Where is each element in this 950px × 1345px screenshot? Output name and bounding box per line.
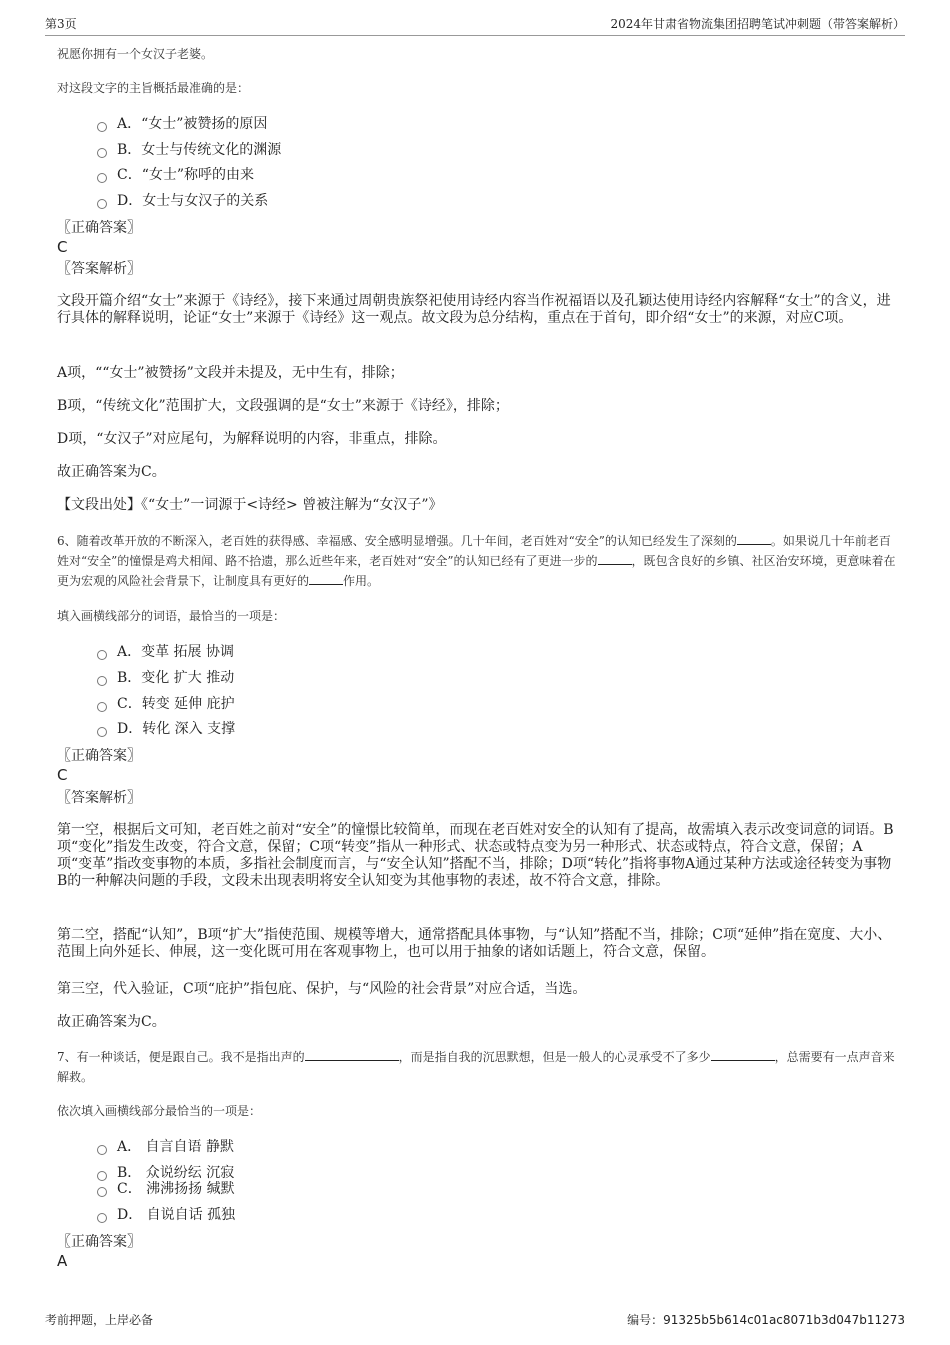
radio-icon[interactable]	[97, 173, 107, 183]
answer-value: C	[57, 238, 68, 256]
fill-blank	[711, 1048, 775, 1061]
answer-label: 〖正确答案〗	[57, 220, 141, 236]
option-b[interactable]: B．变化 扩大 推动	[97, 669, 234, 687]
option-d[interactable]: D．转化 深入 支撑	[97, 720, 235, 738]
option-a[interactable]: A．“女士”被赞扬的原因	[97, 115, 267, 133]
analysis-paragraph: A项，““女士”被赞扬”文段并未提及，无中生有，排除；	[57, 365, 404, 381]
fill-blank	[598, 552, 632, 565]
radio-icon[interactable]	[97, 122, 107, 132]
answer-label: 〖正确答案〗	[57, 748, 141, 764]
question-stem: 6、随着改革开放的不断深入，老百姓的获得感、幸福感、安全感明显增强。几十年间，老百姓对“安全”的认知已经发生了深刻的 。如果说几十年前老百姓对“安全”的憧憬是鸡犬相闻、路不拾遗，那么近些年来，老百姓对“安全”的认知已经有了更进一步的 ，既包含良好的乡镇、社区治安环境，更意味着在更为宏观的风险社会背景下，让制度具有更好的 作用。	[57, 534, 896, 588]
analysis-paragraph: 第一空，根据后文可知，老百姓之前对“安全”的憧憬比较简单，而现在老百姓对安全的认知有了提高，故需填入表示改变词意的词语。B项“变化”指发生改变，符合文意，保留；C项“转变”指从一种形式、状态或特点变为另一种形式、状态或特点，符合文意，保留；A项“变革”指改变事物的本质，多指社会制度而言，与“安全认知”搭配不当，排除；D项“转化”指将事物A通过某种方法或途径转变为事物B的一种解决问题的手段，文段未出现表明将安全认知变为其他事物的表述，故不符合文意，排除。	[57, 822, 894, 889]
footer-slogan: 考前押题，上岸必备	[45, 1313, 154, 1327]
option-b[interactable]: B． 众说纷纭 沉寂	[97, 1164, 234, 1182]
analysis-paragraph: 故正确答案为C。	[57, 1014, 166, 1030]
question-prompt: 依次填入画横线部分最恰当的一项是：	[57, 1104, 262, 1118]
fill-blank	[737, 532, 771, 545]
radio-icon[interactable]	[97, 727, 107, 737]
page-footer	[45, 1311, 905, 1328]
fill-blank	[309, 572, 343, 585]
passage-tail: 祝愿你拥有一个女汉子老婆。	[57, 47, 214, 61]
answer-label: 〖正确答案〗	[57, 1234, 141, 1250]
option-c[interactable]: C．转变 延伸 庇护	[97, 695, 235, 713]
option-a[interactable]: A． 自言自语 静默	[97, 1138, 234, 1156]
document-title: 2024年甘肃省物流集团招聘笔试冲刺题（带答案解析）	[610, 17, 905, 31]
analysis-paragraph: B项，“传统文化”范围扩大，文段强调的是“女士”来源于《诗经》，排除；	[57, 398, 509, 414]
question-stem: 7、有一种谈话，便是跟自己。我不是指出声的 ，而是指自我的沉思默想，但是一般人的心灵承受不了多少 ，总需要有一点声音来解救。	[57, 1050, 895, 1084]
radio-icon[interactable]	[97, 676, 107, 686]
analysis-label: 〖答案解析〗	[57, 261, 141, 277]
document-code: 编号：91325b5b614c01ac8071b3d047b11273	[627, 1313, 905, 1327]
option-a[interactable]: A．变革 拓展 协调	[97, 643, 234, 661]
page-number: 第3页	[45, 17, 77, 31]
option-d[interactable]: D． 自说自话 孤独	[97, 1206, 235, 1224]
source-citation: 【文段出处】《“女士”一词源于<诗经> 曾被注解为“女汉子”》	[57, 497, 443, 513]
radio-icon[interactable]	[97, 1187, 107, 1197]
page-header	[45, 12, 905, 36]
radio-icon[interactable]	[97, 199, 107, 209]
answer-value: C	[57, 766, 68, 784]
option-b[interactable]: B．女士与传统文化的渊源	[97, 141, 281, 159]
radio-icon[interactable]	[97, 148, 107, 158]
option-d[interactable]: D．女士与女汉子的关系	[97, 192, 268, 210]
analysis-paragraph: 故正确答案为C。	[57, 464, 166, 480]
analysis-paragraph: D项，“女汉子”对应尾句，为解释说明的内容，非重点，排除。	[57, 431, 447, 447]
fill-blank	[305, 1048, 399, 1061]
analysis-label: 〖答案解析〗	[57, 790, 141, 806]
question-prompt: 填入画横线部分的词语，最恰当的一项是：	[57, 609, 286, 623]
radio-icon[interactable]	[97, 1145, 107, 1155]
option-c[interactable]: C． 沸沸扬扬 缄默	[97, 1180, 235, 1198]
analysis-paragraph: 第三空，代入验证，C项“庇护”指包庇、保护，与“风险的社会背景”对应合适，当选。	[57, 981, 587, 997]
analysis-paragraph: 第二空，搭配“认知”，B项“扩大”指使范围、规模等增大，通常搭配具体事物，与“认知”搭配不当，排除；C项“延伸”指在宽度、大小、范围上向外延长、伸展，这一变化既可用在客观事物上，也可以用于抽象的诸如话题上，符合文意，保留。	[57, 927, 892, 960]
analysis-paragraph: 文段开篇介绍“女士”来源于《诗经》，接下来通过周朝贵族祭祀使用诗经内容当作祝福语以及孔颖达使用诗经内容解释“女士”的含义，进行具体的解释说明，论证“女士”来源于《诗经》这一观点。故文段为总分结构，重点在于首句，即介绍“女士”的来源，对应C项。	[57, 293, 891, 326]
option-c[interactable]: C．“女士”称呼的由来	[97, 166, 254, 184]
question-prompt: 对这段文字的主旨概括最准确的是：	[57, 81, 250, 95]
radio-icon[interactable]	[97, 1213, 107, 1223]
radio-icon[interactable]	[97, 650, 107, 660]
answer-value: A	[57, 1252, 68, 1270]
radio-icon[interactable]	[97, 702, 107, 712]
